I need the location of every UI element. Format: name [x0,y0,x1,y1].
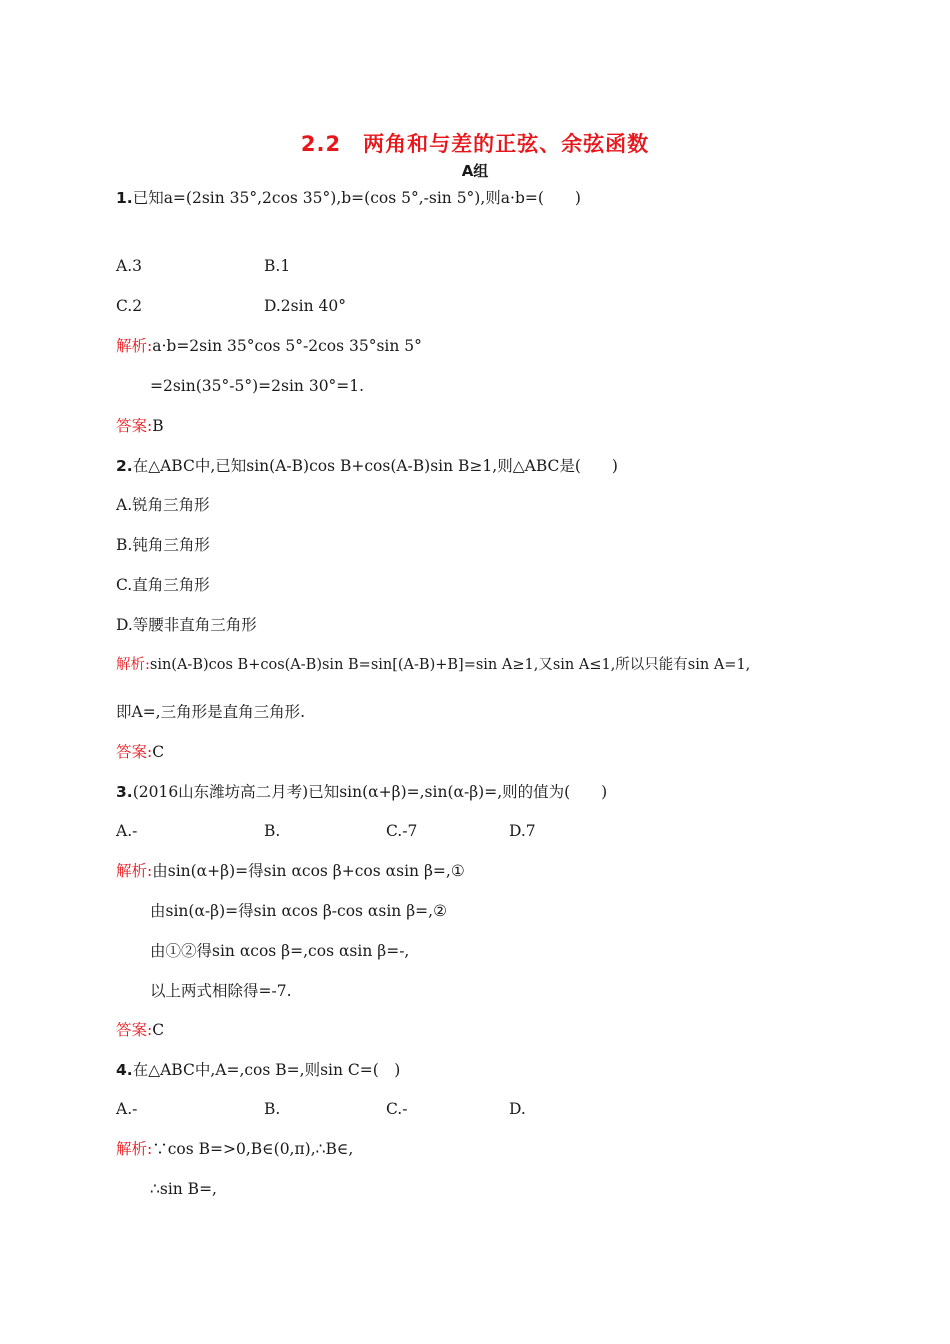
question-number: 3. [116,783,133,801]
q1-option-c: C.2 [116,297,143,315]
q2-answer-value: C [152,743,165,761]
q3-option-b: B. [264,822,281,840]
analysis-label: 解析: [116,1140,153,1158]
q4-option-c: C.- [386,1100,408,1118]
q3-analysis-line-1: 由sin(α+β)=得sin αcos β+cos αsin β=,① [152,862,465,880]
question-text: 已知a=(2sin 35°,2cos 35°),b=(cos 5°,-sin 5°),则a·b=( ) [132,189,581,207]
question-text: (2016山东潍坊高二月考)已知sin(α+β)=,sin(α-β)=,则的值为( ) [132,783,608,801]
analysis-label: 解析: [116,337,153,355]
q4-analysis-line-2: ∴sin B=, [150,1180,217,1198]
answer-label: 答案: [116,1021,153,1039]
q2-option-c: C.直角三角形 [116,576,210,594]
q1-answer-value: B [152,417,164,435]
q3-analysis-line-3: 由①②得sin αcos β=,cos αsin β=-, [150,942,410,960]
q1-analysis [116,336,422,356]
q1-option-d: D.2sin 40° [264,297,346,315]
q4-option-b: B. [264,1100,281,1118]
q2-option-d: D.等腰非直角三角形 [116,616,257,634]
q2-option-a: A.锐角三角形 [116,496,210,514]
q3-answer [116,1020,164,1040]
q3-analysis [116,861,465,881]
question-3-stem [116,782,607,802]
analysis-label: 解析: [116,657,150,673]
q2-answer [116,742,164,762]
answer-label: 答案: [116,417,153,435]
q3-answer-value: C [152,1021,165,1039]
q4-option-d: D. [509,1100,526,1118]
question-number: 2. [116,457,133,475]
question-text: 在△ABC中,A=,cos B=,则sin C=( ) [132,1061,401,1079]
question-2-stem [116,456,618,476]
q4-analysis [116,1139,353,1159]
q1-analysis-line-2: =2sin(35°-5°)=2sin 30°=1. [150,377,365,395]
q1-option-a: A.3 [116,257,142,275]
answer-label: 答案: [116,743,153,761]
q4-option-a: A.- [116,1100,138,1118]
q3-option-a: A.- [116,822,138,840]
page-title: 2.2 两角和与差的正弦、余弦函数 [300,132,650,156]
question-number: 1. [116,189,133,207]
q1-option-b: B.1 [264,257,291,275]
q2-analysis-line-2: 即A=,三角形是直角三角形. [116,703,306,721]
q3-option-c: C.-7 [386,822,418,840]
group-heading: A组 [461,162,489,180]
question-number: 4. [116,1061,133,1079]
q1-answer [116,416,164,436]
question-1-stem [116,188,581,208]
q2-option-b: B.钝角三角形 [116,536,210,554]
q4-analysis-line-1: ∵cos B=>0,B∈(0,π),∴B∈, [152,1140,354,1158]
q2-analysis [116,655,750,675]
q1-analysis-line-1: a·b=2sin 35°cos 5°-2cos 35°sin 5° [152,337,422,355]
analysis-label: 解析: [116,862,153,880]
q2-analysis-line-1: sin(A-B)cos B+cos(A-B)sin B=sin[(A-B)+B]=sin A≥1,又sin A≤1,所以只能有sin A=1, [149,657,751,673]
question-text: 在△ABC中,已知sin(A-B)cos B+cos(A-B)sin B≥1,则△ABC是( ) [132,457,618,475]
q3-analysis-line-4: 以上两式相除得=-7. [150,982,292,1000]
q3-option-d: D.7 [509,822,536,840]
q3-analysis-line-2: 由sin(α-β)=得sin αcos β-cos αsin β=,② [150,902,447,920]
question-4-stem [116,1060,400,1080]
